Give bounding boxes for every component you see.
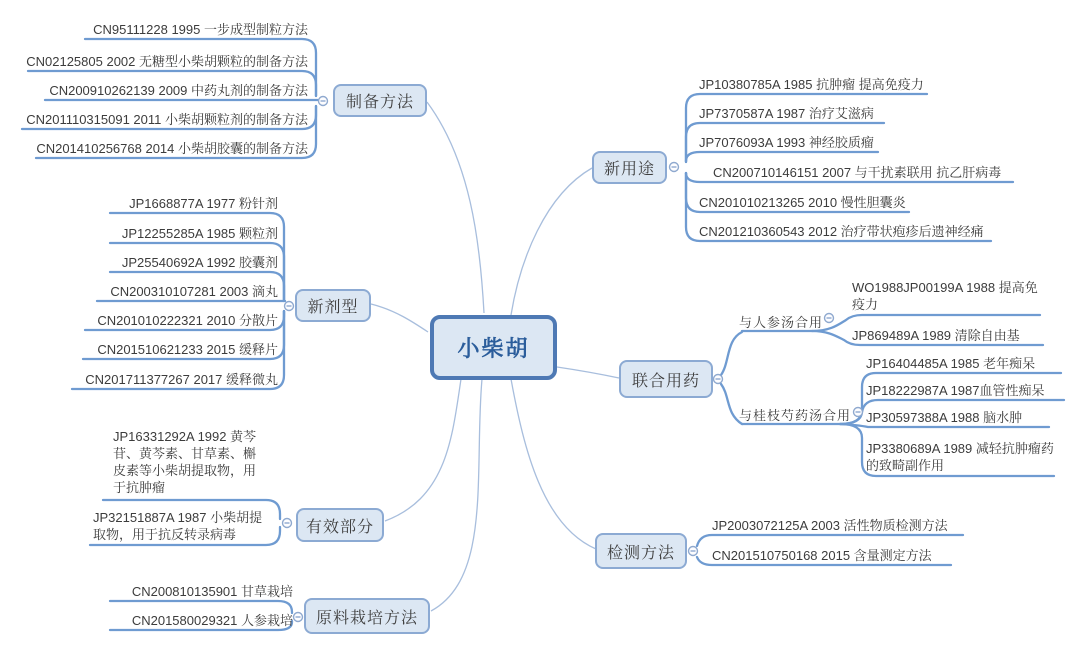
branch-raw-material-cultivation[interactable]: 原料栽培方法 (304, 598, 430, 634)
collapse-toggle-newuses[interactable] (670, 163, 679, 172)
patent-leaf[interactable]: CN201110315091 2011 小柴胡颗粒剂的制备方法 (26, 112, 308, 127)
patent-leaf[interactable]: CN200810135901 甘草栽培 (131, 584, 293, 599)
branch-new-uses[interactable]: 新用途 (592, 151, 667, 184)
patent-leaf[interactable]: JP16331292A 1992 黄芩苷、黄芩素、甘草素、槲皮素等小柴胡提取物，用于抗肿瘤 (113, 429, 257, 495)
patent-leaf[interactable]: CN200710146151 2007 与干扰素联用 抗乙肝病毒 (713, 165, 1002, 180)
branch-detection-methods[interactable]: 检测方法 (595, 533, 687, 569)
patent-leaf[interactable]: JP7076093A 1993 神经胶质瘤 (699, 135, 874, 150)
patent-leaf[interactable]: JP3380689A 1989 减轻抗肿瘤药的致畸副作用 (866, 441, 1054, 473)
collapse-toggle-dosage[interactable] (285, 302, 294, 311)
branch-preparation-methods[interactable]: 制备方法 (333, 84, 427, 117)
patent-leaf[interactable]: JP1668877A 1977 粉针剂 (129, 196, 278, 211)
patent-leaf[interactable]: JP16404485A 1985 老年痴呆 (866, 356, 1036, 371)
collapse-toggle-cultivation[interactable] (294, 613, 303, 622)
patent-leaf[interactable]: CN95111228 1995 一步成型制粒方法 (93, 22, 308, 37)
patent-leaf[interactable]: CN200910262139 2009 中药丸剂的制备方法 (49, 83, 308, 98)
patent-leaf[interactable]: JP10380785A 1985 抗肿瘤 提高免疫力 (699, 77, 924, 92)
patent-leaf[interactable]: CN200310107281 2003 滴丸 (110, 284, 278, 299)
patent-leaf[interactable]: CN201410256768 2014 小柴胡胶囊的制备方法 (36, 141, 308, 156)
collapse-toggle-effective[interactable] (283, 519, 292, 528)
patent-leaf[interactable]: CN201510621233 2015 缓释片 (97, 342, 278, 357)
patent-leaf[interactable]: JP18222987A 1987血管性痴呆 (866, 383, 1045, 398)
collapse-toggle-renshen[interactable] (825, 314, 834, 323)
subbranch-with-guizhi-shaoyao-decoction[interactable]: 与桂枝芍药汤合用 (739, 408, 852, 423)
patent-leaf[interactable]: JP2003072125A 2003 活性物质检测方法 (712, 518, 948, 533)
collapse-toggle-combined[interactable] (714, 375, 723, 384)
patent-leaf[interactable]: JP869489A 1989 清除自由基 (852, 328, 1020, 343)
collapse-toggle-detection[interactable] (689, 547, 698, 556)
patent-leaf[interactable]: CN201010213265 2010 慢性胆囊炎 (699, 195, 906, 210)
patent-leaf[interactable]: JP25540692A 1992 胶囊剂 (121, 255, 278, 270)
patent-leaf[interactable]: CN201510750168 2015 含量测定方法 (712, 548, 932, 563)
branch-effective-parts[interactable]: 有效部分 (296, 508, 384, 542)
patent-leaf[interactable]: JP12255285A 1985 颗粒剂 (121, 226, 278, 241)
subbranch-with-renshen-decoction[interactable]: 与人参汤合用 (739, 315, 824, 330)
branch-combined-medication[interactable]: 联合用药 (619, 360, 713, 398)
root-node[interactable]: 小柴胡 (430, 315, 557, 380)
patent-leaf[interactable]: CN201010222321 2010 分散片 (97, 313, 278, 328)
patent-leaf[interactable]: CN02125805 2002 无糖型小柴胡颗粒的制备方法 (26, 54, 308, 69)
collapse-toggle-guizhi[interactable] (854, 408, 863, 417)
patent-leaf[interactable]: CN201210360543 2012 治疗带状疱疹后遗神经痛 (699, 224, 984, 239)
patent-leaf[interactable]: CN201580029321 人参栽培 (131, 613, 293, 628)
collapse-toggle-preparation[interactable] (319, 97, 328, 106)
patent-leaf[interactable]: WO1988JP00199A 1988 提高免疫力 (852, 280, 1038, 312)
patent-leaf[interactable]: JP30597388A 1988 脑水肿 (866, 410, 1023, 425)
branch-new-dosage-forms[interactable]: 新剂型 (295, 289, 371, 322)
patent-leaf[interactable]: JP7370587A 1987 治疗艾滋病 (699, 106, 874, 121)
patent-leaf[interactable]: CN201711377267 2017 缓释微丸 (85, 372, 278, 387)
patent-leaf[interactable]: JP32151887A 1987 小柴胡提取物，用于抗反转录病毒 (93, 510, 263, 542)
